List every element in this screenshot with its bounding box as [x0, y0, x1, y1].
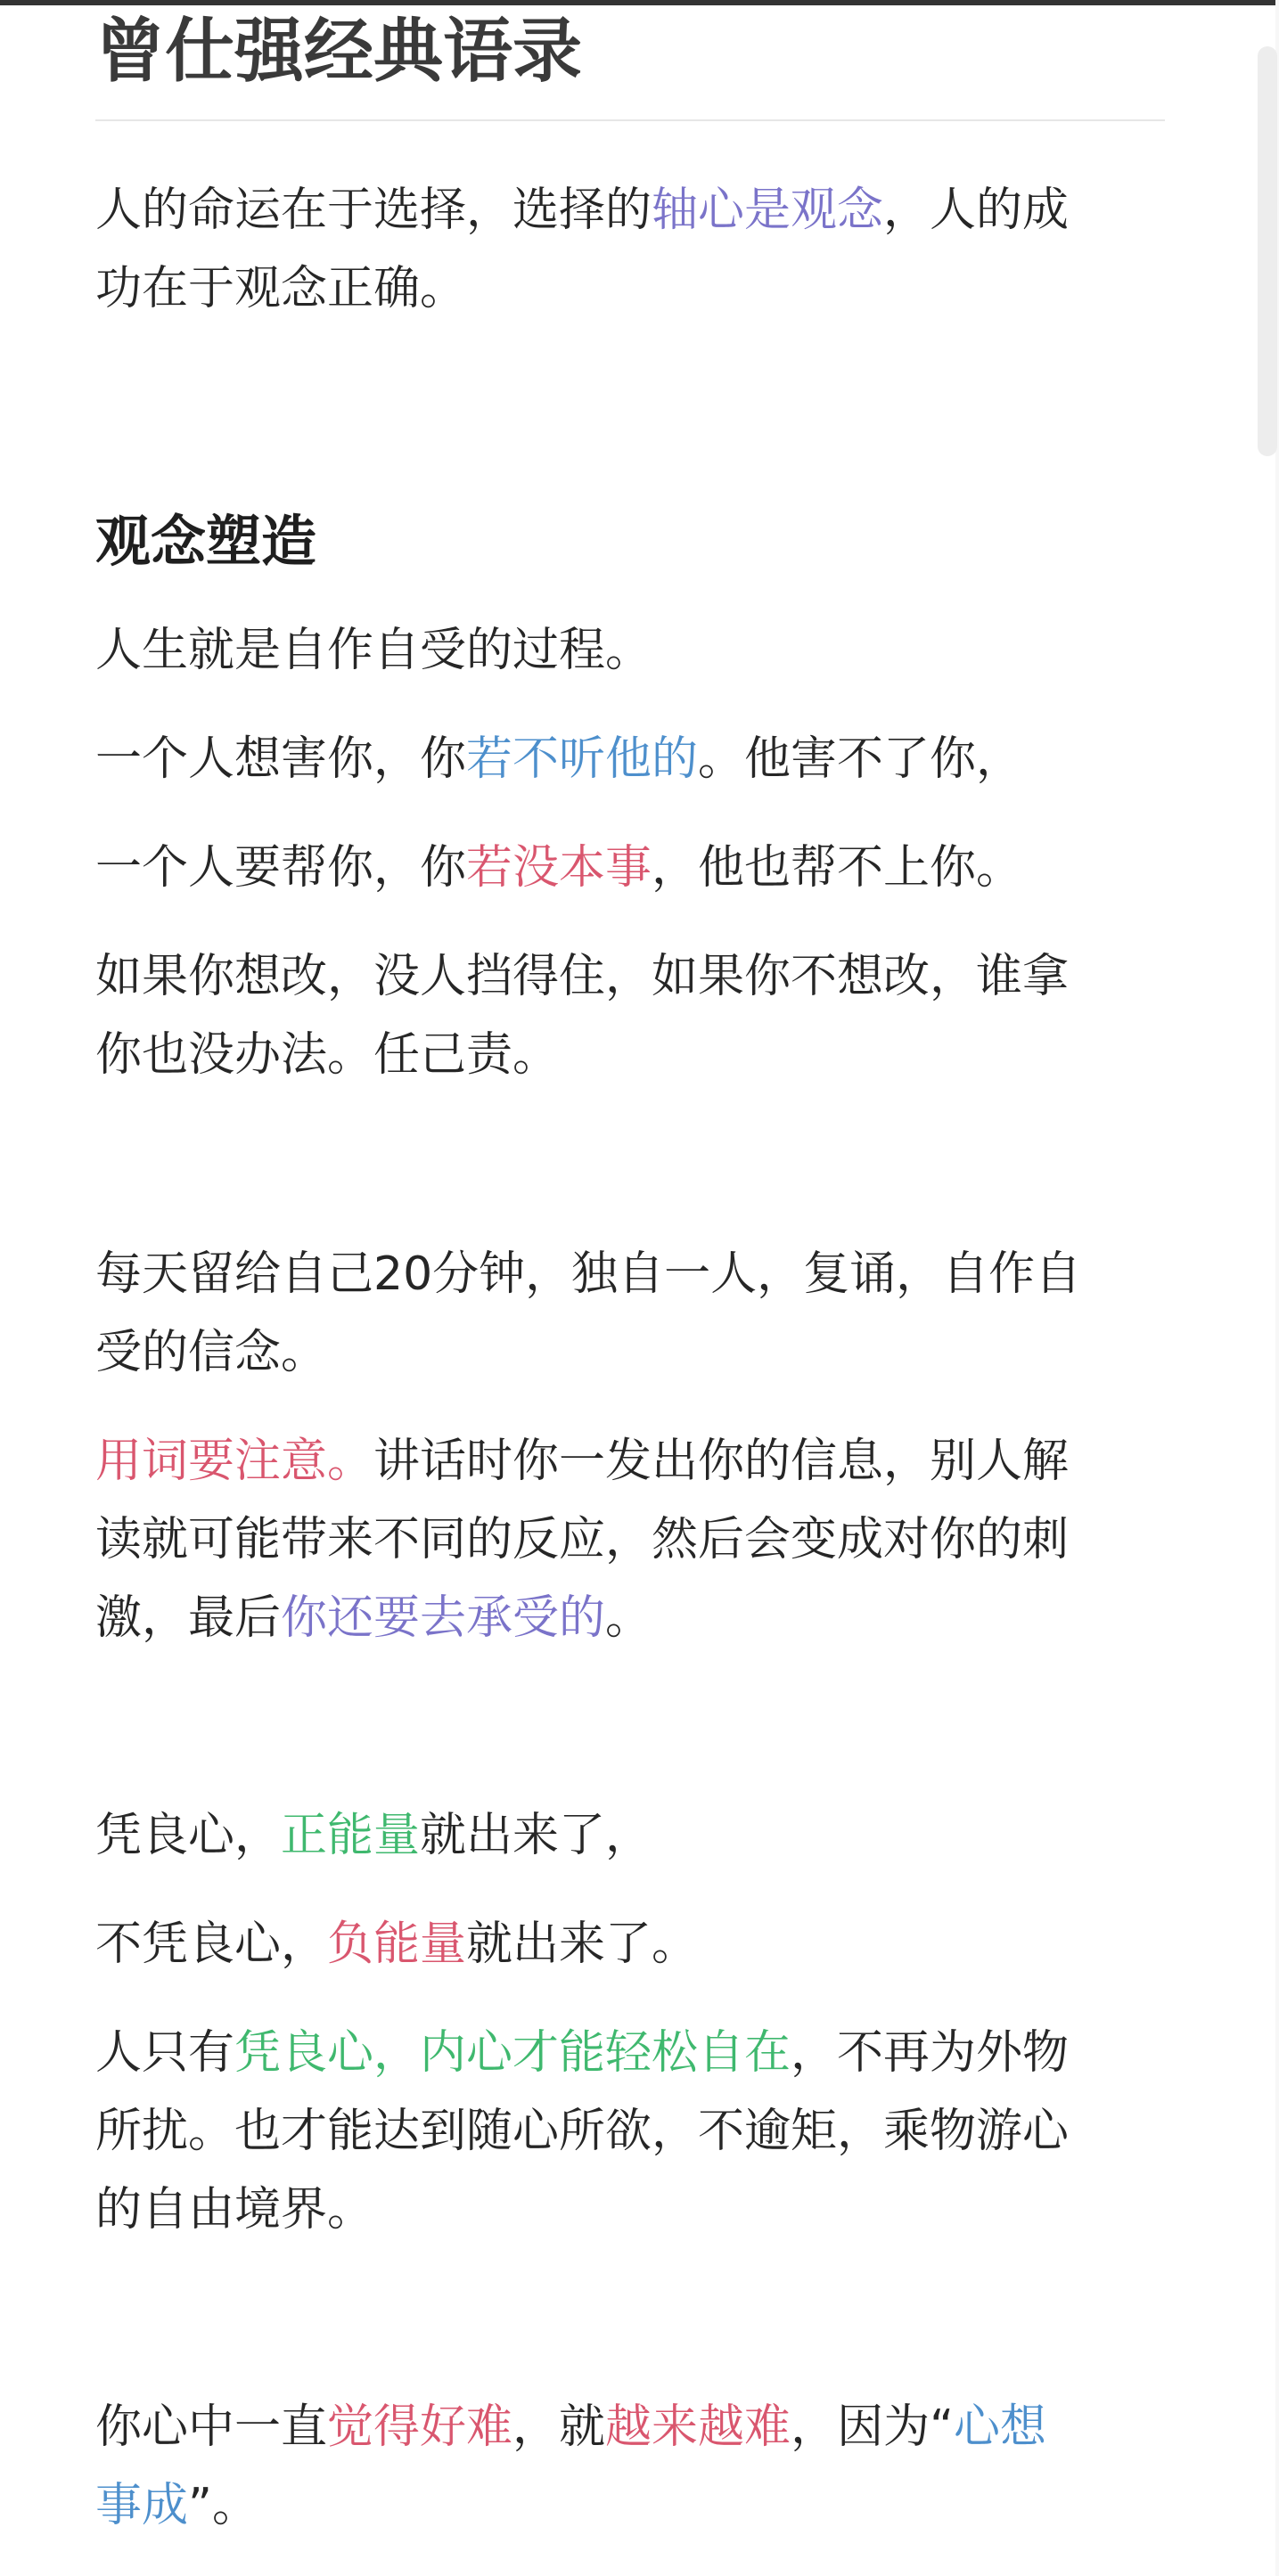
- paragraph-10-line-1: [95, 2388, 1165, 2466]
- highlight-text: 若没本事: [466, 841, 652, 895]
- text: 就出来了，: [420, 1809, 652, 1862]
- section-heading: 观念塑造: [95, 509, 317, 574]
- highlight-text: 用词要注意。: [95, 1435, 374, 1488]
- paragraph-5-line-1: 每天留给自己20分钟，独自一人，复诵，自作自: [95, 1247, 1082, 1301]
- intro-line-2: 功在于观念正确。: [95, 262, 467, 315]
- text: ，人的成: [883, 184, 1070, 237]
- scrollbar-thumb[interactable]: [1258, 46, 1277, 456]
- intro-line-1: [95, 171, 1165, 249]
- paragraph-10-line-2: [95, 2466, 1165, 2545]
- text: 。: [605, 1591, 652, 1645]
- paragraph-7: [95, 1796, 1165, 1875]
- text: 你心中一直: [95, 2400, 328, 2454]
- paragraph-1: 人生就是自作自受的过程。: [95, 624, 652, 677]
- paragraph-8: [95, 1905, 1165, 1983]
- text: 。他害不了你，: [698, 732, 1023, 786]
- paragraph-5-line-2: 受的信念。: [95, 1326, 328, 1379]
- text: 不凭良心，: [95, 1918, 328, 1971]
- text: 人只有: [95, 2026, 235, 2080]
- highlight-text: 凭良心，内心才能轻松自在: [234, 2026, 791, 2080]
- paragraph-6-line-2: 读就可能带来不同的反应，然后会变成对你的刺: [95, 1513, 1070, 1566]
- paragraph-6-line-1: [95, 1422, 1165, 1501]
- text: ，因为“: [791, 2400, 955, 2454]
- text: 就出来了。: [466, 1918, 699, 1971]
- highlight-text: 正能量: [281, 1809, 421, 1862]
- highlight-text: 轴心是观念: [652, 184, 884, 237]
- text: ，不再为外物: [791, 2026, 1070, 2080]
- text: 激，最后: [95, 1591, 282, 1645]
- highlight-text: 心想: [954, 2400, 1047, 2454]
- text: 人的命运在于选择，选择的: [95, 184, 652, 237]
- paragraph-6-line-3: [95, 1579, 1165, 1657]
- text: 一个人要帮你，你: [95, 841, 467, 895]
- paragraph-9-line-3: 的自由境界。: [95, 2183, 374, 2237]
- highlight-text: 若不听他的: [466, 732, 699, 786]
- paragraph-4-line-2: 你也没办法。任己责。: [95, 1028, 560, 1082]
- text: 凭良心，: [95, 1809, 282, 1862]
- paragraph-9-line-1: [95, 2014, 1165, 2092]
- text: ，他也帮不上你。: [652, 841, 1023, 895]
- highlight-text: 越来越难: [605, 2400, 791, 2454]
- paragraph-4-line-1: 如果你想改，没人挡得住，如果你不想改，谁拿: [95, 950, 1070, 1003]
- top-bar: [0, 0, 1279, 5]
- paragraph-9-line-2: 所扰。也才能达到随心所欲，不逾矩，乘物游心: [95, 2105, 1070, 2158]
- paragraph-3: [95, 829, 1165, 907]
- highlight-text: 觉得好难: [327, 2400, 513, 2454]
- highlight-text: 事成: [95, 2479, 189, 2532]
- paragraph-2: [95, 720, 1165, 798]
- text: 一个人想害你，你: [95, 732, 467, 786]
- text: ，就: [512, 2400, 606, 2454]
- title-divider: [95, 119, 1165, 121]
- highlight-text: 你还要去承受的: [281, 1591, 606, 1645]
- article-title: 曾仕强经典语录: [95, 12, 583, 92]
- highlight-text: 负能量: [327, 1918, 467, 1971]
- text: ”。: [188, 2479, 258, 2532]
- text: 讲话时你一发出你的信息，别人解: [373, 1435, 1070, 1488]
